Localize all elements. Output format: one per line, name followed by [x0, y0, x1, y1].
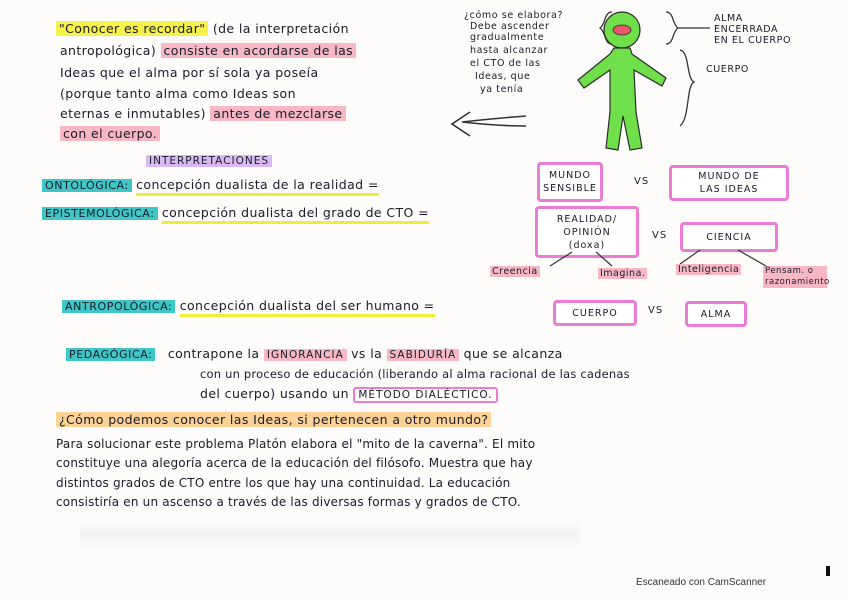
realidad-l3: (doxa) [568, 239, 606, 251]
antropologica-text: concepción dualista del ser humano = [180, 298, 435, 317]
intro-line-5 [60, 106, 346, 122]
pregunta-p4: consistiría en un ascenso a través de las diversas formas y grados de CTO. [56, 495, 521, 509]
pregunta-title-text: ¿Cómo podemos conocer las Ideas, si pertenecen a otro mundo? [56, 412, 491, 427]
cuerpo-box [553, 300, 637, 326]
ontologica-tag: ONTOLÓGICA: [42, 179, 132, 192]
alma-label: ALMA [700, 308, 732, 320]
pedagogica-tag: PEDAGÓGICA: [66, 348, 155, 361]
mundo-sensible-l2: SENSIBLE [543, 183, 597, 194]
figure-question-l5: el CTO de las [470, 58, 541, 69]
pregunta-title [56, 412, 491, 428]
pedagogica-line-3 [200, 386, 498, 403]
epistemologica-text: concepción dualista del grado de CTO = [162, 205, 429, 224]
antropologica-tag: ANTROPOLÓGICA: [62, 300, 175, 313]
ontologica-row [42, 177, 379, 194]
interpretaciones-title-text: INTERPRETACIONES [146, 155, 272, 167]
intro-l2a: antropológica) [60, 43, 157, 58]
antropologica-vs: VS [648, 305, 664, 316]
pensamiento-label: Pensam. o razonamiento [765, 266, 830, 287]
scan-edge-mark [826, 566, 830, 576]
intro-line-6 [60, 126, 160, 142]
mundo-sensible-l1: MUNDO [548, 170, 592, 181]
antropologica-row [62, 298, 435, 315]
intro-line-3: Ideas que el alma por sí sola ya poseía [60, 65, 319, 80]
creencia-label: Creencia [492, 266, 538, 277]
soul-label-l2: ENCERRADA [714, 24, 779, 35]
intro-line-1 [56, 21, 349, 37]
figure-question-l1: ¿cómo se elabora? [464, 10, 564, 21]
pedagogica-l3a: del cuerpo) usando un [200, 386, 349, 401]
pedagogica-row [66, 346, 563, 363]
intro-l5b: antes de mezclarse [210, 106, 345, 121]
intro-l1-rest: (de la interpretación [212, 21, 349, 36]
camscanner-footer: Escaneado con CamScanner [636, 577, 767, 588]
mundo-sensible-box [537, 162, 603, 202]
intro-l2b: consiste en acordarse de las [161, 43, 357, 58]
ciencia-label: CIENCIA [706, 231, 752, 243]
sabiduria-highlight: SABIDURÍA [387, 349, 460, 361]
pregunta-p1: Para solucionar este problema Platón elabora el "mito de la caverna". El mito [56, 437, 536, 451]
quote-conocer-es-recordar: "Conocer es recordar" [56, 21, 208, 36]
mundo-ideas-l1: MUNDO DE [698, 171, 760, 182]
realidad-l1: REALIDAD/ [556, 213, 618, 225]
pedagogica-l1a: contrapone la [167, 346, 260, 361]
pedagogica-line-2: con un proceso de educación (liberando al alma racional de las cadenas [200, 367, 630, 381]
intro-l5a: eternas e inmutables) [60, 106, 206, 121]
imaginacion-label: Imagina. [600, 268, 646, 279]
metodo-dialectico-box: MÉTODO DIALÉCTICO. [353, 387, 497, 403]
intro-line-4: (porque tanto alma como Ideas son [60, 86, 296, 101]
body-label: CUERPO [706, 64, 749, 75]
left-brace-icon [592, 8, 622, 48]
figure-question-l6: Ideas, que [475, 71, 531, 82]
figure-question-l3: gradualmente [470, 32, 545, 43]
pregunta-p3: distintos grados de CTO entre los que hay una continuidad. La educación [56, 476, 511, 490]
ontologica-vs: VS [634, 176, 650, 187]
figure-question-l7: ya tenía [480, 84, 524, 95]
ontologica-text: concepción dualista de la realidad = [136, 177, 379, 196]
alma-box [685, 301, 747, 327]
epistemologica-vs: VS [652, 230, 668, 241]
pregunta-p2: constituye una alegoría acerca de la educación del filósofo. Muestra que hay [56, 456, 533, 470]
pedagogica-l1c: vs la [351, 346, 383, 361]
epistemologica-row [42, 205, 429, 222]
soul-label-l1: ALMA [714, 13, 743, 24]
inteligencia-label: Inteligencia [678, 264, 740, 275]
realidad-l2: OPINIÓN [563, 226, 611, 238]
mundo-ideas-box [669, 165, 789, 201]
arrow-left-icon [440, 104, 530, 144]
ignorancia-highlight: IGNORANCIA [264, 349, 347, 361]
epistemologica-tag: EPISTEMOLÓGICA: [42, 207, 158, 220]
bleed-through-area [80, 520, 580, 550]
cuerpo-label: CUERPO [572, 307, 618, 319]
pedagogica-l1e: que se alcanza [463, 346, 563, 361]
mundo-ideas-l2: LAS IDEAS [699, 184, 759, 195]
figure-question-l4: hasta alcanzar [470, 45, 548, 56]
figure-question-l2: Debe ascender [470, 21, 550, 32]
intro-l6: con el cuerpo. [60, 126, 160, 141]
interpretaciones-title [146, 153, 272, 169]
soul-label-l3: EN EL CUERPO [714, 35, 792, 46]
intro-line-2 [60, 43, 356, 59]
